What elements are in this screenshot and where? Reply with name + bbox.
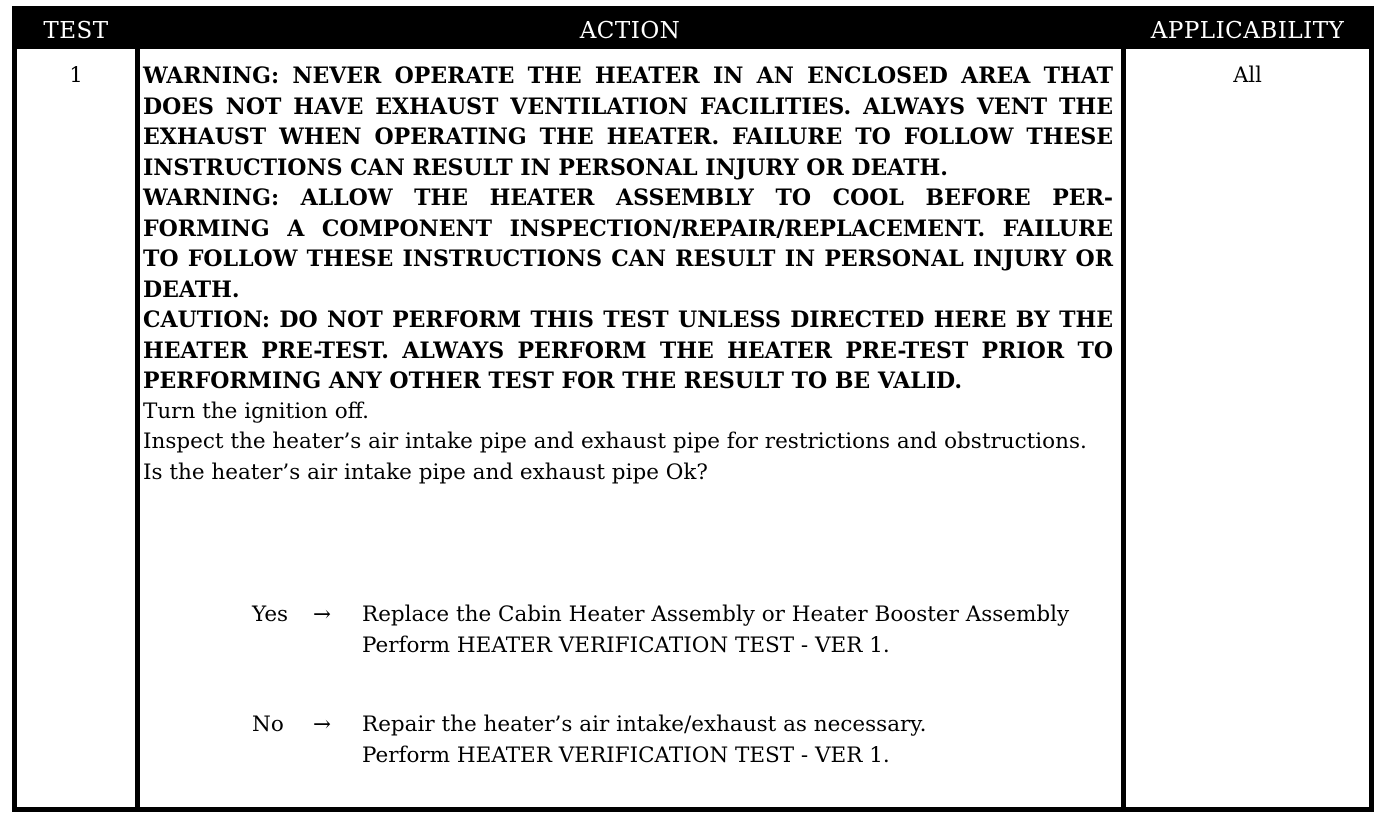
table-header bbox=[17, 11, 1369, 49]
warning-cool-heater: WARNING: ALLOW THE HEATER ASSEMBLY TO COOL BEFORE PERFORMING A COMPONENT INSPECTION/REPAIR/REPLACEMENT. FAILURE TO FOLLOW THESE INSTRUCTIONS CAN RESULT IN PERSONAL INJURY OR DEATH. bbox=[143, 185, 1113, 303]
answer-yes-text bbox=[362, 600, 1122, 661]
right-arrow-icon: → bbox=[313, 602, 332, 627]
answer-yes-line1: Replace the Cabin Heater Assembly or Heater Booster Assembly bbox=[362, 602, 1070, 627]
answer-no-line1: Repair the heater’s air intake/exhaust as necessary. bbox=[362, 712, 927, 737]
step-ignition-off: Turn the ignition off. bbox=[143, 398, 369, 424]
column-divider-action bbox=[1121, 49, 1126, 807]
answer-no-label: No bbox=[252, 712, 284, 737]
step-question: Is the heater’s air intake pipe and exhaust pipe Ok? bbox=[143, 459, 708, 485]
warning-exhaust-ventilation: WARNING: NEVER OPERATE THE HEATER IN AN ENCLOSED AREA THAT DOES NOT HAVE EXHAUST VENTILATION FACILITIES. ALWAYS VENT THE EXHAUST WHEN OPERATING THE HEATER. FAILURE TO FOLLOW THESE INSTRUCTIONS CAN RESULT IN PERSONAL INJURY OR DEATH. bbox=[143, 63, 1113, 181]
answer-no bbox=[143, 710, 1113, 771]
answer-yes-line2: Perform HEATER VERIFICATION TEST - VER 1. bbox=[362, 632, 890, 658]
column-divider-test bbox=[135, 49, 140, 807]
header-action: ACTION bbox=[579, 18, 681, 44]
header-test: TEST bbox=[43, 18, 109, 44]
answer-no-text bbox=[362, 710, 1122, 771]
action-cell bbox=[143, 61, 1113, 488]
diagnostic-test-table bbox=[12, 6, 1374, 812]
header-applicability: APPLICABILITY bbox=[1150, 18, 1345, 44]
answer-yes bbox=[143, 600, 1113, 661]
caution-pre-test: CAUTION: DO NOT PERFORM THIS TEST UNLESS DIRECTED HERE BY THE HEATER PRE-TEST. ALWAYS PERFORM THE HEATER PRE-TEST PRIOR TO PERFORMING ANY OTHER TEST FOR THE RESULT TO BE VALID. bbox=[143, 307, 1113, 394]
answer-yes-label: Yes bbox=[252, 602, 289, 627]
step-inspect-pipes: Inspect the heater’s air intake pipe and exhaust pipe for restrictions and obstructions. bbox=[143, 429, 1087, 454]
test-number: 1 bbox=[69, 63, 83, 87]
answer-no-line2: Perform HEATER VERIFICATION TEST - VER 1. bbox=[362, 742, 890, 768]
applicability-value: All bbox=[1233, 63, 1262, 87]
right-arrow-icon: → bbox=[313, 712, 332, 737]
